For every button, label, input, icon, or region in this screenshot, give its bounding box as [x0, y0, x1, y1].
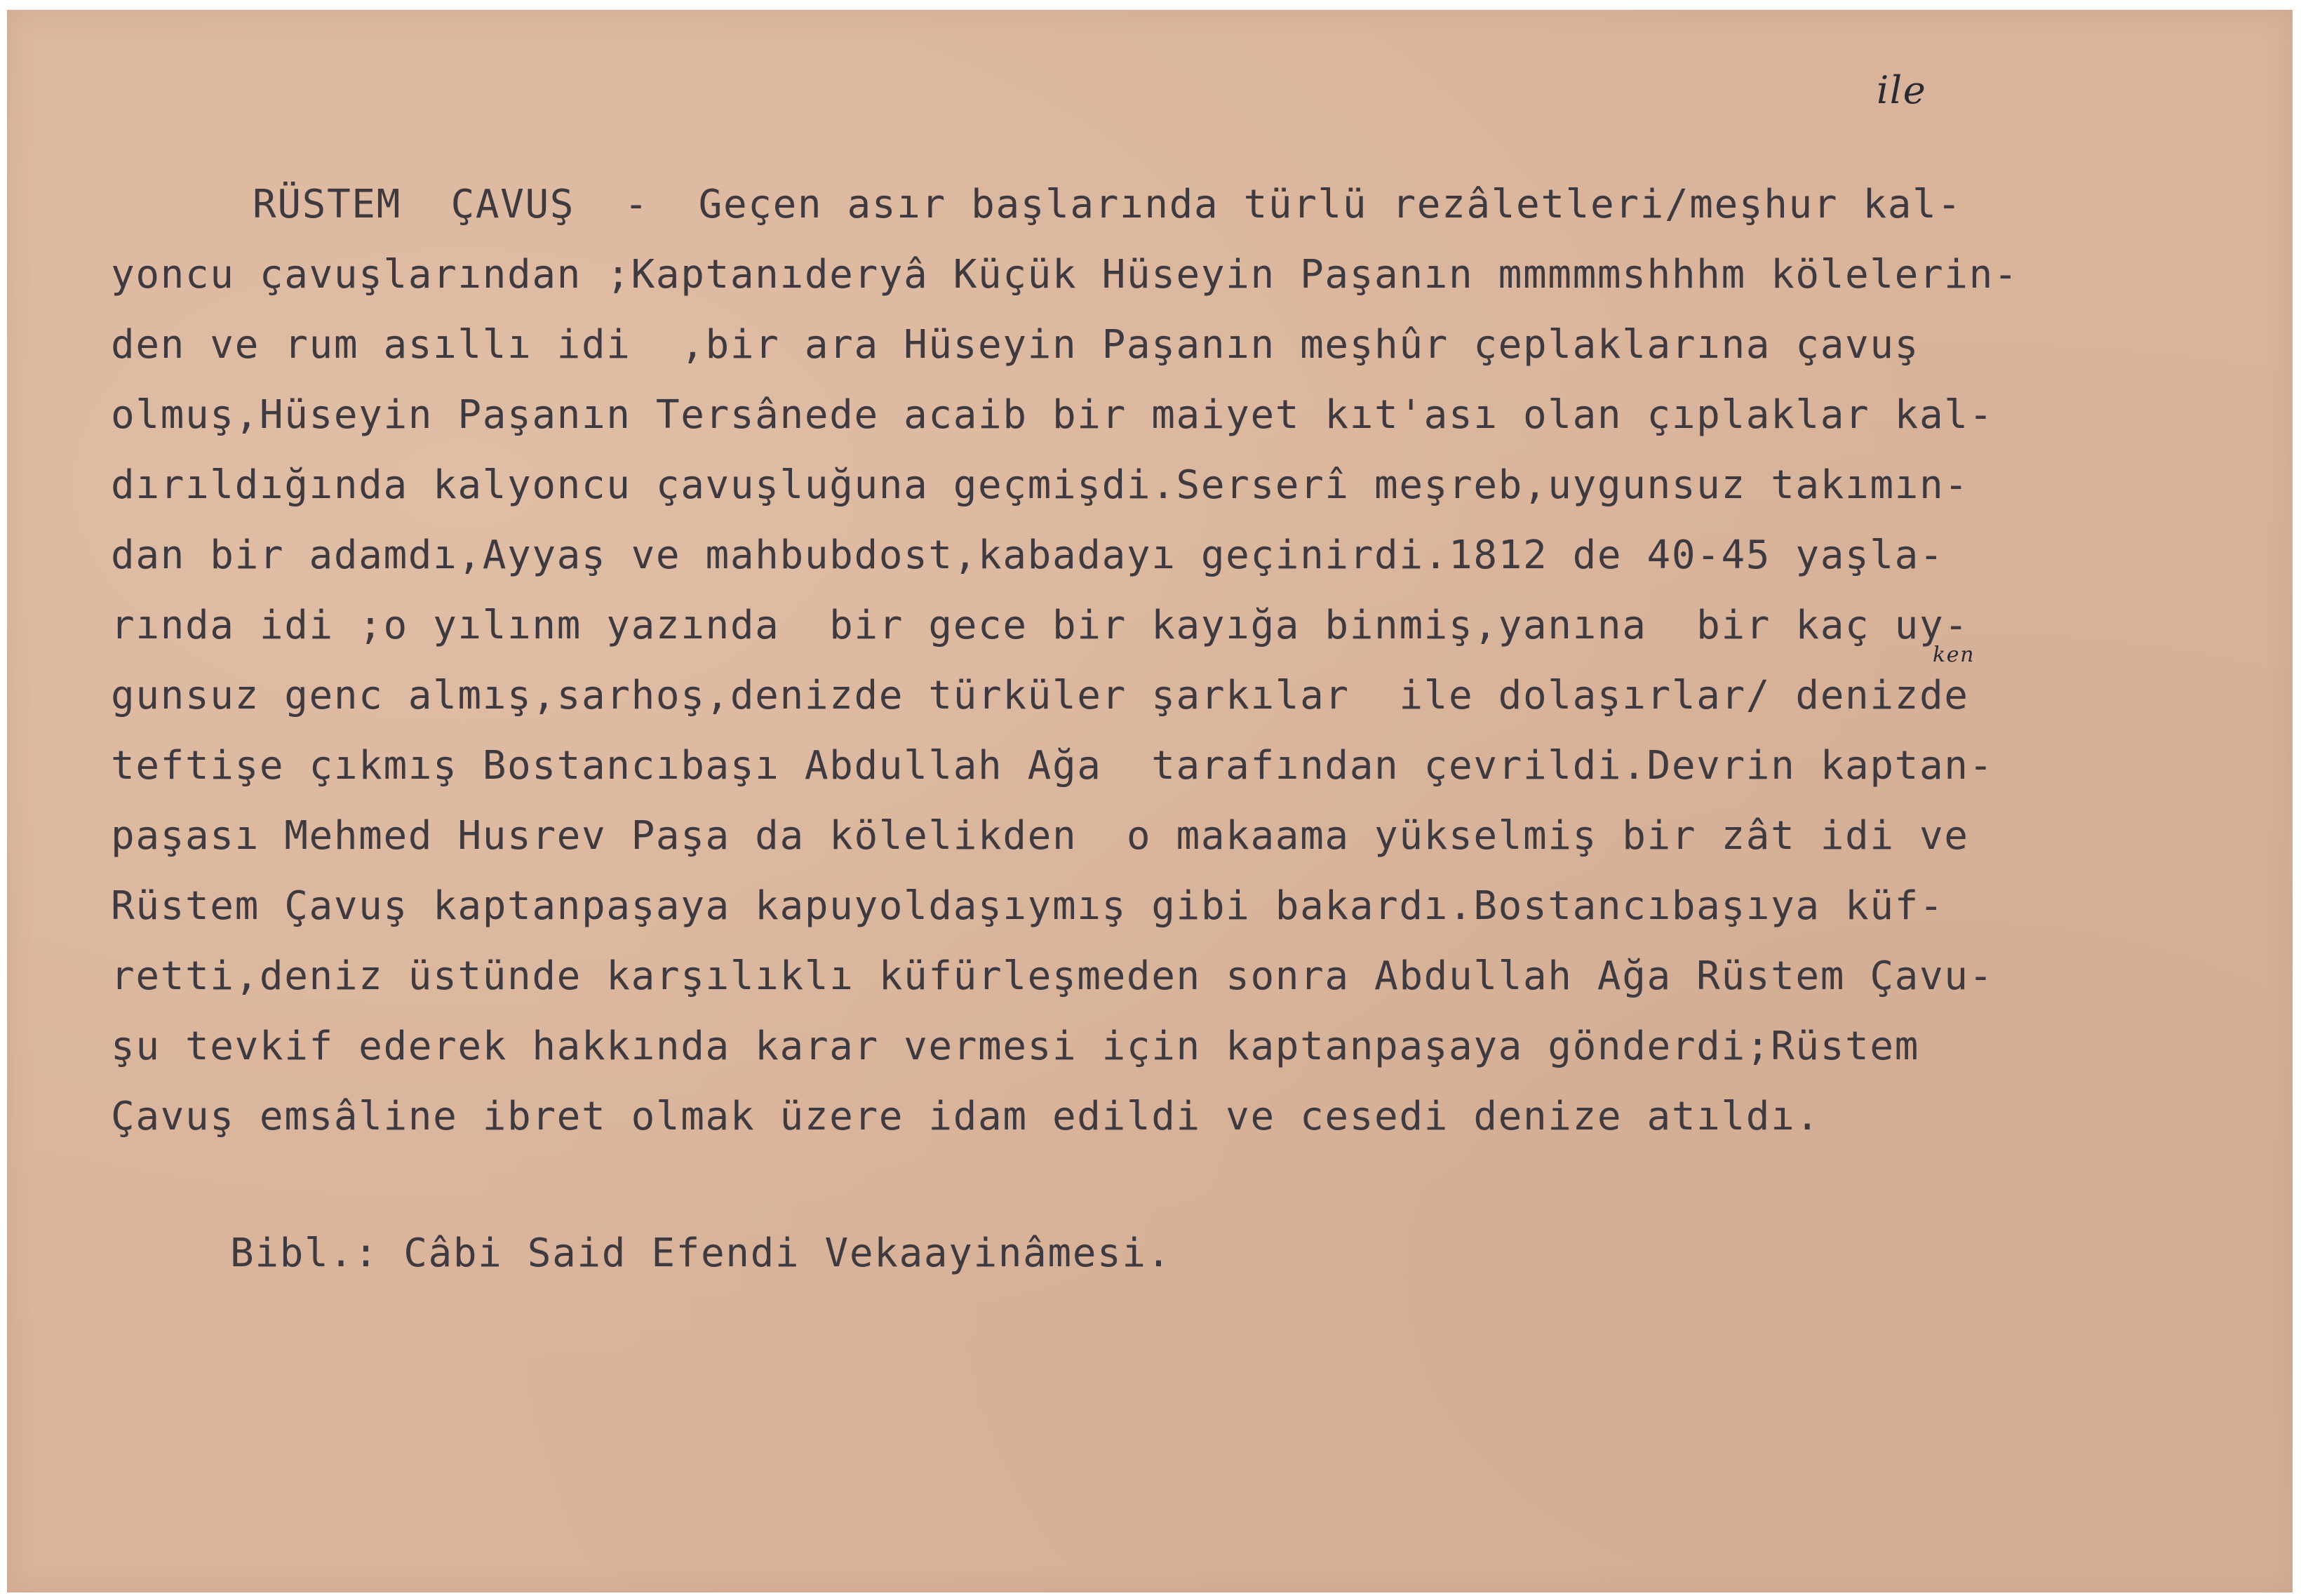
text-line: olmuş,Hüseyin Paşanın Tersânede acaib bir maiyet kıt'ası olan çıplaklar kal-	[111, 392, 1994, 438]
text-line: retti,deniz üstünde karşılıklı küfürleşmeden sonra Abdullah Ağa Rüstem Çavu-	[111, 953, 1994, 999]
text-line: Rüstem Çavuş kaptanpaşaya kapuyoldaşıymış gibi bakardı.Bostancıbaşıya küf-	[111, 883, 1945, 929]
text-line: Çavuş emsâline ibret olmak üzere idam edildi ve cesedi denize atıldı.	[111, 1094, 1820, 1139]
text-line: dan bir adamdı,Ayyaş ve mahbubdost,kabadayı geçinirdi.1812 de 40-45 yaşla-	[111, 532, 1945, 578]
typewritten-entry	[7, 10, 2293, 1592]
text-line: teftişe çıkmış Bostancıbaşı Abdullah Ağa tarafından çevrildi.Devrin kaptan-	[111, 743, 1994, 789]
text-line: dırıldığında kalyoncu çavuşluğuna geçmişdi.Serserî meşreb,uygunsuz takımın-	[111, 462, 1969, 508]
text-line: rında idi ;o yılınm yazında bir gece bir kayığa binmiş,yanına bir kaç uy-	[111, 603, 1969, 648]
bibliography: Bibl.: Câbi Said Efendi Vekaayinâmesi.	[230, 1230, 1172, 1276]
handwritten-insertion-ken: ken	[1933, 643, 1975, 667]
text-line: den ve rum asıllı idi ,bir ara Hüseyin Paşanın meşhûr çeplaklarına çavuş	[111, 322, 1919, 368]
text-line: yoncu çavuşlarından ;Kaptanıderyâ Küçük Hüseyin Paşanın mmmmmshhhm kölelerin-	[111, 252, 2019, 297]
text-line: gunsuz genc almış,sarhoş,denizde türküler şarkılar ile dolaşırlar/ denizde	[111, 673, 1969, 718]
archive-card	[7, 10, 2293, 1592]
text-line: RÜSTEM ÇAVUŞ - Geçen asır başlarında türlü rezâletleri/meşhur kal-	[253, 182, 1962, 227]
text-line: şu tevkif ederek hakkında karar vermesi için kaptanpaşaya gönderdi;Rüstem	[111, 1024, 1919, 1069]
handwritten-insertion-ile: ile	[1877, 68, 1927, 112]
text-line: paşası Mehmed Husrev Paşa da kölelikden o makaama yükselmiş bir zât idi ve	[111, 813, 1969, 859]
